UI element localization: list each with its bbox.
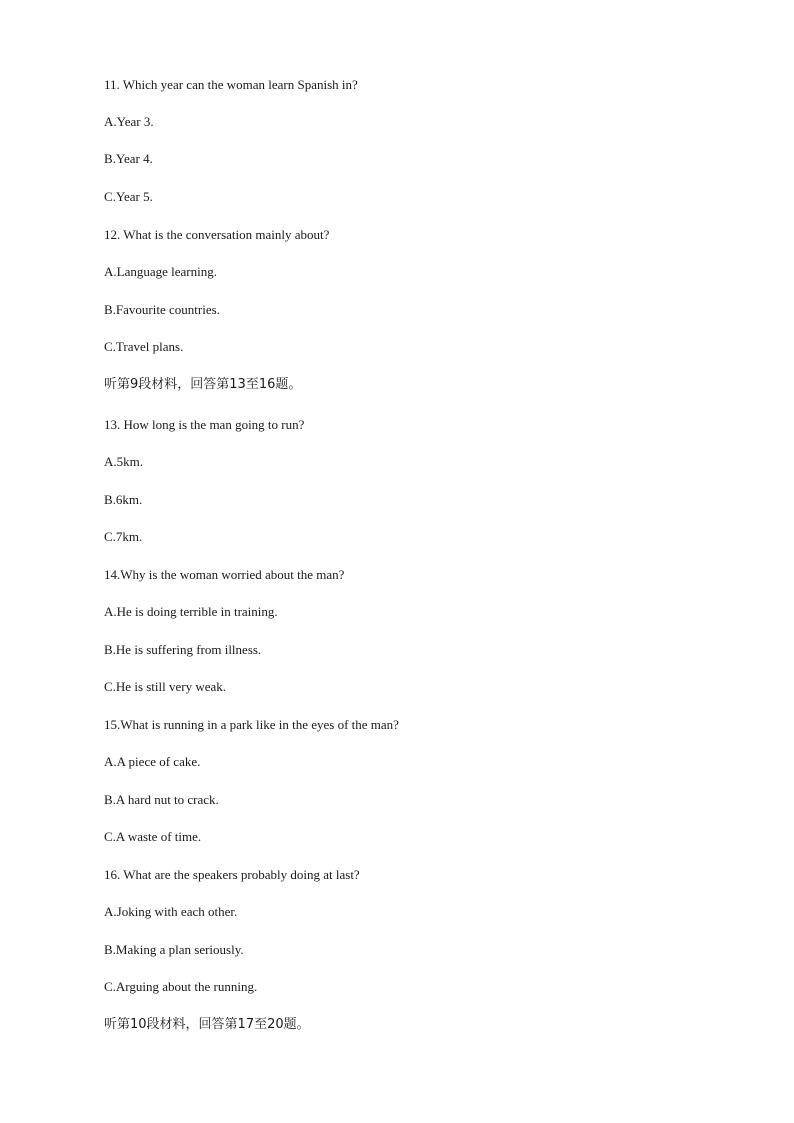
question-16-option-a: A.Joking with each other.	[104, 904, 238, 919]
question-13-option-c: C.7km.	[104, 529, 143, 544]
question-11-option-c: C.Year 5.	[104, 189, 153, 204]
question-15: 15.What is running in a park like in the eyes of the man?	[104, 717, 399, 732]
question-12-option-c: C.Travel plans.	[104, 339, 184, 354]
question-12-option-a: A.Language learning.	[104, 264, 217, 279]
question-13-option-b: B.6km.	[104, 492, 143, 507]
question-16-option-c: C.Arguing about the running.	[104, 979, 258, 994]
question-13: 13. How long is the man going to run?	[104, 417, 305, 432]
question-13-option-a: A.5km.	[104, 454, 143, 469]
question-11-option-b: B.Year 4.	[104, 151, 153, 166]
question-15-option-c: C.A waste of time.	[104, 829, 202, 844]
question-15-option-b: B.A hard nut to crack.	[104, 792, 219, 807]
question-14-option-c: C.He is still very weak.	[104, 679, 227, 694]
question-16-option-b: B.Making a plan seriously.	[104, 942, 244, 957]
question-16: 16. What are the speakers probably doing at last?	[104, 867, 360, 882]
question-14-option-b: B.He is suffering from illness.	[104, 642, 262, 657]
question-11: 11. Which year can the woman learn Spanish in?	[104, 77, 358, 92]
question-12: 12. What is the conversation mainly about?	[104, 227, 330, 242]
section-9-instruction: 听第9段材料，回答第13至16题。	[104, 377, 302, 392]
question-14: 14.Why is the woman worried about the man?	[104, 567, 345, 582]
section-10-instruction: 听第10段材料，回答第17至20题。	[104, 1017, 310, 1032]
question-14-option-a: A.He is doing terrible in training.	[104, 604, 278, 619]
question-12-option-b: B.Favourite countries.	[104, 302, 220, 317]
question-11-option-a: A.Year 3.	[104, 114, 154, 129]
question-15-option-a: A.A piece of cake.	[104, 754, 201, 769]
